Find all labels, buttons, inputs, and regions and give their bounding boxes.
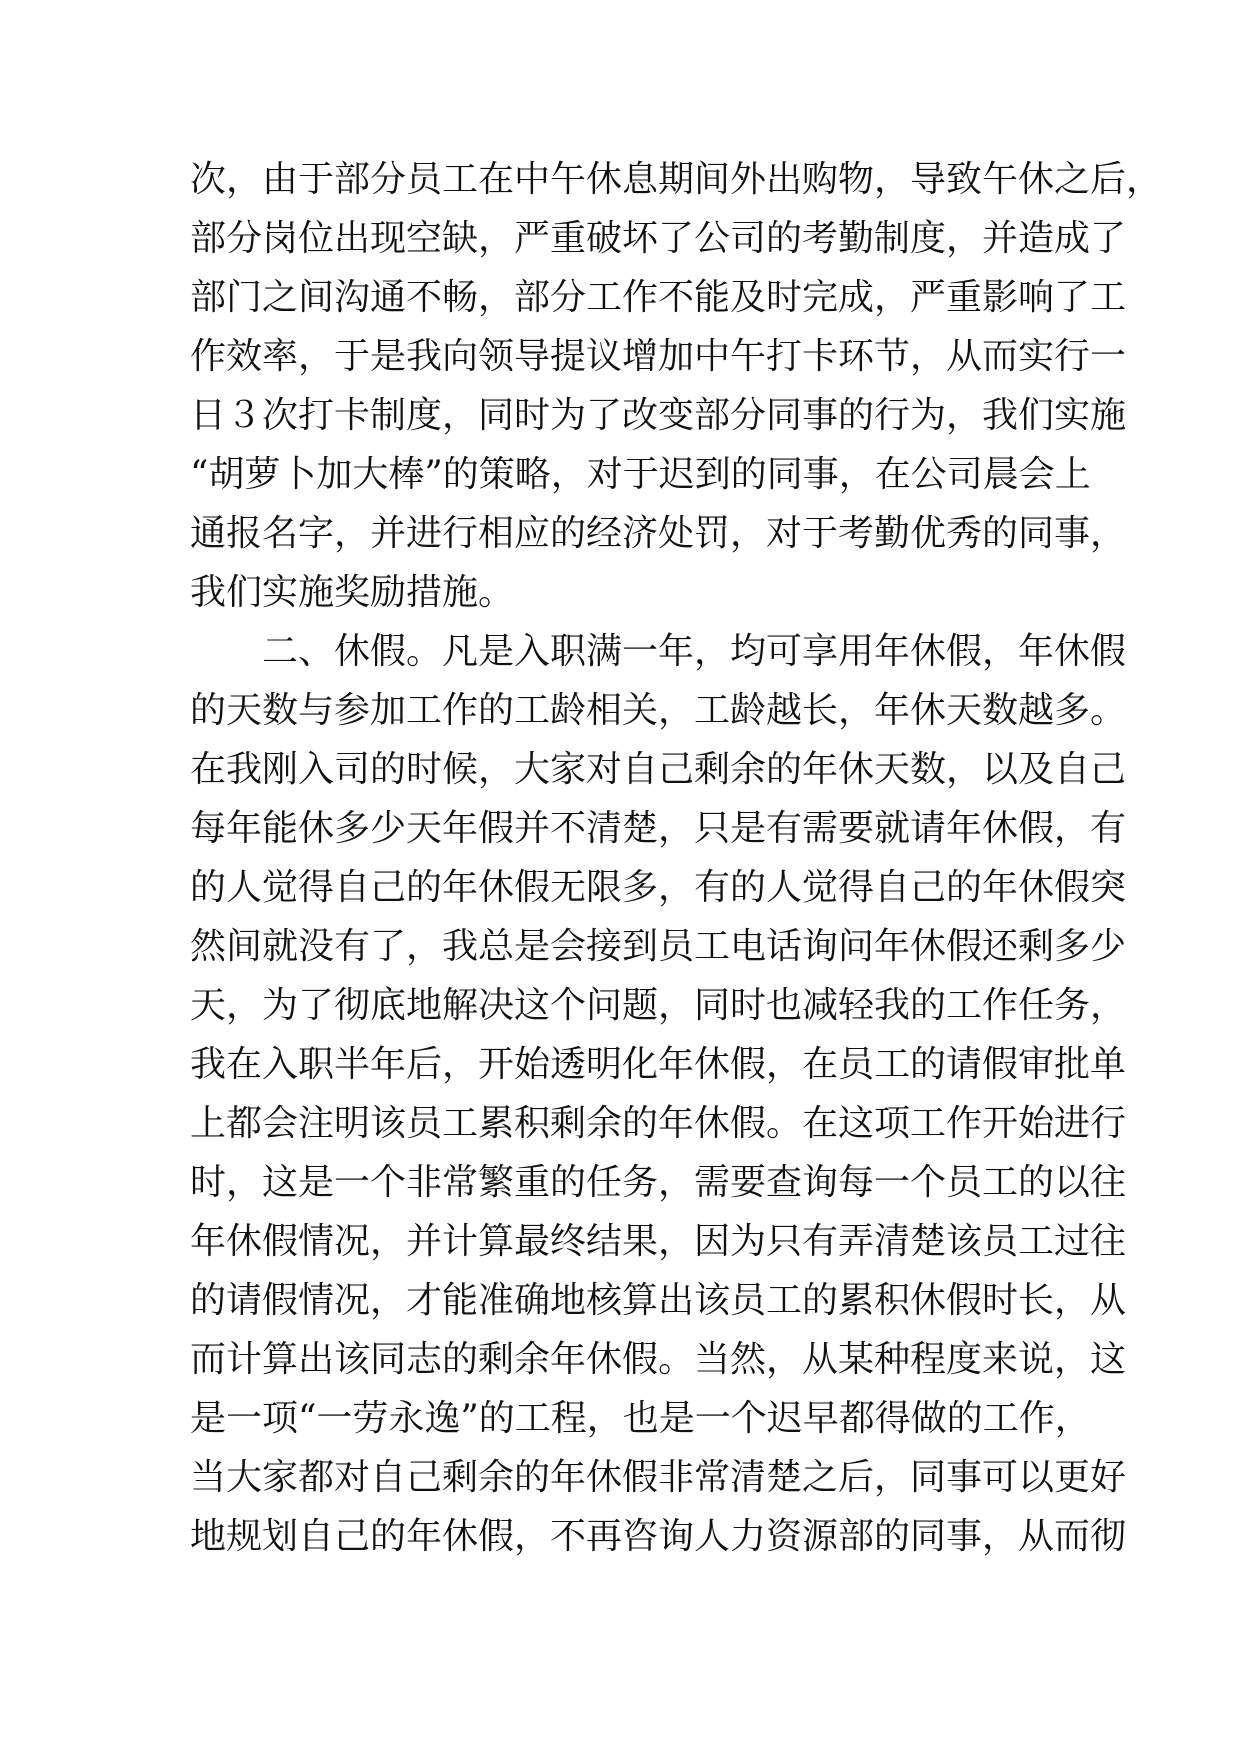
text-line: 我们实施奖励措施。 [190, 572, 515, 613]
text-line: 的天数与参加工作的工龄相关，工龄越长，年休天数越多。 [190, 690, 1127, 731]
text-line: 当大家都对自己剩余的年休假非常清楚之后，同事可以更好 [190, 1457, 1127, 1498]
text-line: 通报名字，并进行相应的经济处罚，对于考勤优秀的同事， [190, 513, 1127, 554]
text-line: 而计算出该同志的剩余年休假。当然，从某种程度来说，这 [190, 1339, 1127, 1380]
text-line: 是一项“一劳永逸”的工程，也是一个迟早都得做的工作， [190, 1398, 1091, 1439]
text-line: 我在入职半年后，开始透明化年休假，在员工的请假审批单 [190, 1044, 1127, 1085]
text-line: 然间就没有了，我总是会接到员工电话询问年休假还剩多少 [190, 926, 1127, 967]
text-line: 部门之间沟通不畅，部分工作不能及时完成，严重影响了工 [190, 277, 1127, 318]
text-line: 日３次打卡制度，同时为了改变部分同事的行为，我们实施 [190, 395, 1127, 436]
text-line: “胡萝卜加大棒”的策略，对于迟到的同事，在公司晨会上 [190, 454, 1091, 495]
text-line: 地规划自己的年休假，不再咨询人力资源部的同事，从而彻 [190, 1516, 1127, 1557]
text-line: 天，为了彻底地解决这个问题，同时也减轻我的工作任务， [190, 985, 1127, 1026]
text-line: 部分岗位出现空缺，严重破坏了公司的考勤制度，并造成了 [190, 218, 1127, 259]
text-line: 的请假情况，才能准确地核算出该员工的累积休假时长，从 [190, 1280, 1127, 1321]
text-line: 在我刚入司的时候，大家对自己剩余的年休天数，以及自己 [190, 749, 1127, 790]
body-text [190, 150, 1163, 1566]
text-line: 作效率，于是我向领导提议增加中午打卡环节，从而实行一 [190, 336, 1127, 377]
text-line: 年休假情况，并计算最终结果，因为只有弄清楚该员工过往 [190, 1221, 1127, 1262]
paragraph-start-line: 二、休假。凡是入职满一年，均可享用年休假，年休假 [262, 631, 1127, 672]
text-line: 每年能休多少天年假并不清楚，只是有需要就请年休假，有 [190, 808, 1127, 849]
text-line: 时，这是一个非常繁重的任务，需要查询每一个员工的以往 [190, 1162, 1127, 1203]
text-line: 的人觉得自己的年休假无限多，有的人觉得自己的年休假突 [190, 867, 1127, 908]
text-line: 次，由于部分员工在中午休息期间外出购物，导致午休之后， [190, 159, 1163, 200]
text-line: 上都会注明该员工累积剩余的年休假。在这项工作开始进行 [190, 1103, 1127, 1144]
